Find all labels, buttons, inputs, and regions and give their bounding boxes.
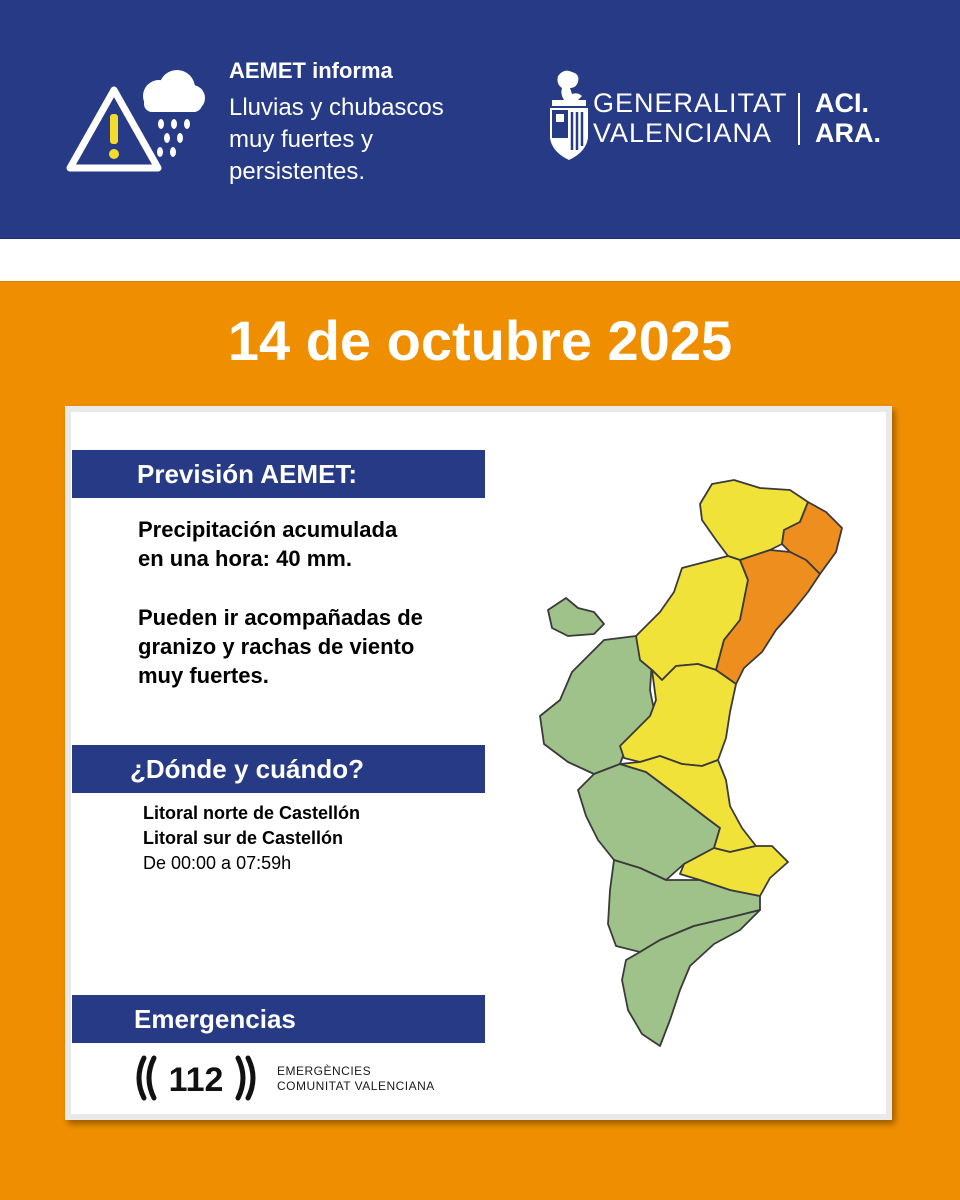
aemet-title: AEMET informa xyxy=(229,58,393,83)
header-divider-strip xyxy=(0,238,960,282)
alert-text-line: persistentes. xyxy=(229,158,366,185)
rain-cloud-icon xyxy=(143,70,205,157)
time-window: De 00:00 a 07:59h xyxy=(143,853,292,873)
emergencias-text-line: EMERGÈNCIES xyxy=(277,1064,372,1078)
generalitat-label: GENERALITAT xyxy=(593,88,788,118)
warning-map xyxy=(530,470,860,1060)
forecast-line: Precipitación acumulada xyxy=(138,517,398,542)
logo-112-label: 112 xyxy=(168,1061,224,1099)
forecast-line: muy fuertes. xyxy=(138,663,269,688)
logo-separator xyxy=(798,93,800,145)
emergency-112-logo-icon xyxy=(130,1054,262,1102)
valenciana-label: VALENCIANA xyxy=(593,118,773,148)
generalitat-coat-of-arms-icon xyxy=(540,66,600,172)
alert-text-line: muy fuertes y xyxy=(229,126,374,153)
forecast-line: en una hora: 40 mm. xyxy=(138,546,352,571)
aci-label: ACI. xyxy=(815,88,869,118)
alert-text-line: Lluvias y chubascos xyxy=(229,94,444,121)
forecast-heading: Previsión AEMET: xyxy=(72,450,485,498)
zone-item: Litoral norte de Castellón xyxy=(143,803,361,823)
where-when-heading: ¿Dónde y cuándo? xyxy=(72,745,485,793)
map-region-rincon-ademuz xyxy=(548,598,604,636)
zone-item: Litoral sur de Castellón xyxy=(143,828,344,848)
forecast-line: Pueden ir acompañadas de xyxy=(138,605,423,630)
ara-label: ARA. xyxy=(815,118,881,148)
emergencias-heading: Emergencias xyxy=(72,995,485,1043)
alert-date xyxy=(0,308,960,373)
emergencias-text-line: COMUNITAT VALENCIANA xyxy=(277,1079,435,1093)
warning-rain-icon xyxy=(64,68,214,178)
date-day: 14 xyxy=(227,309,291,372)
date-month-year: de octubre 2025 xyxy=(305,309,733,372)
forecast-line: granizo y rachas de viento xyxy=(138,634,415,659)
